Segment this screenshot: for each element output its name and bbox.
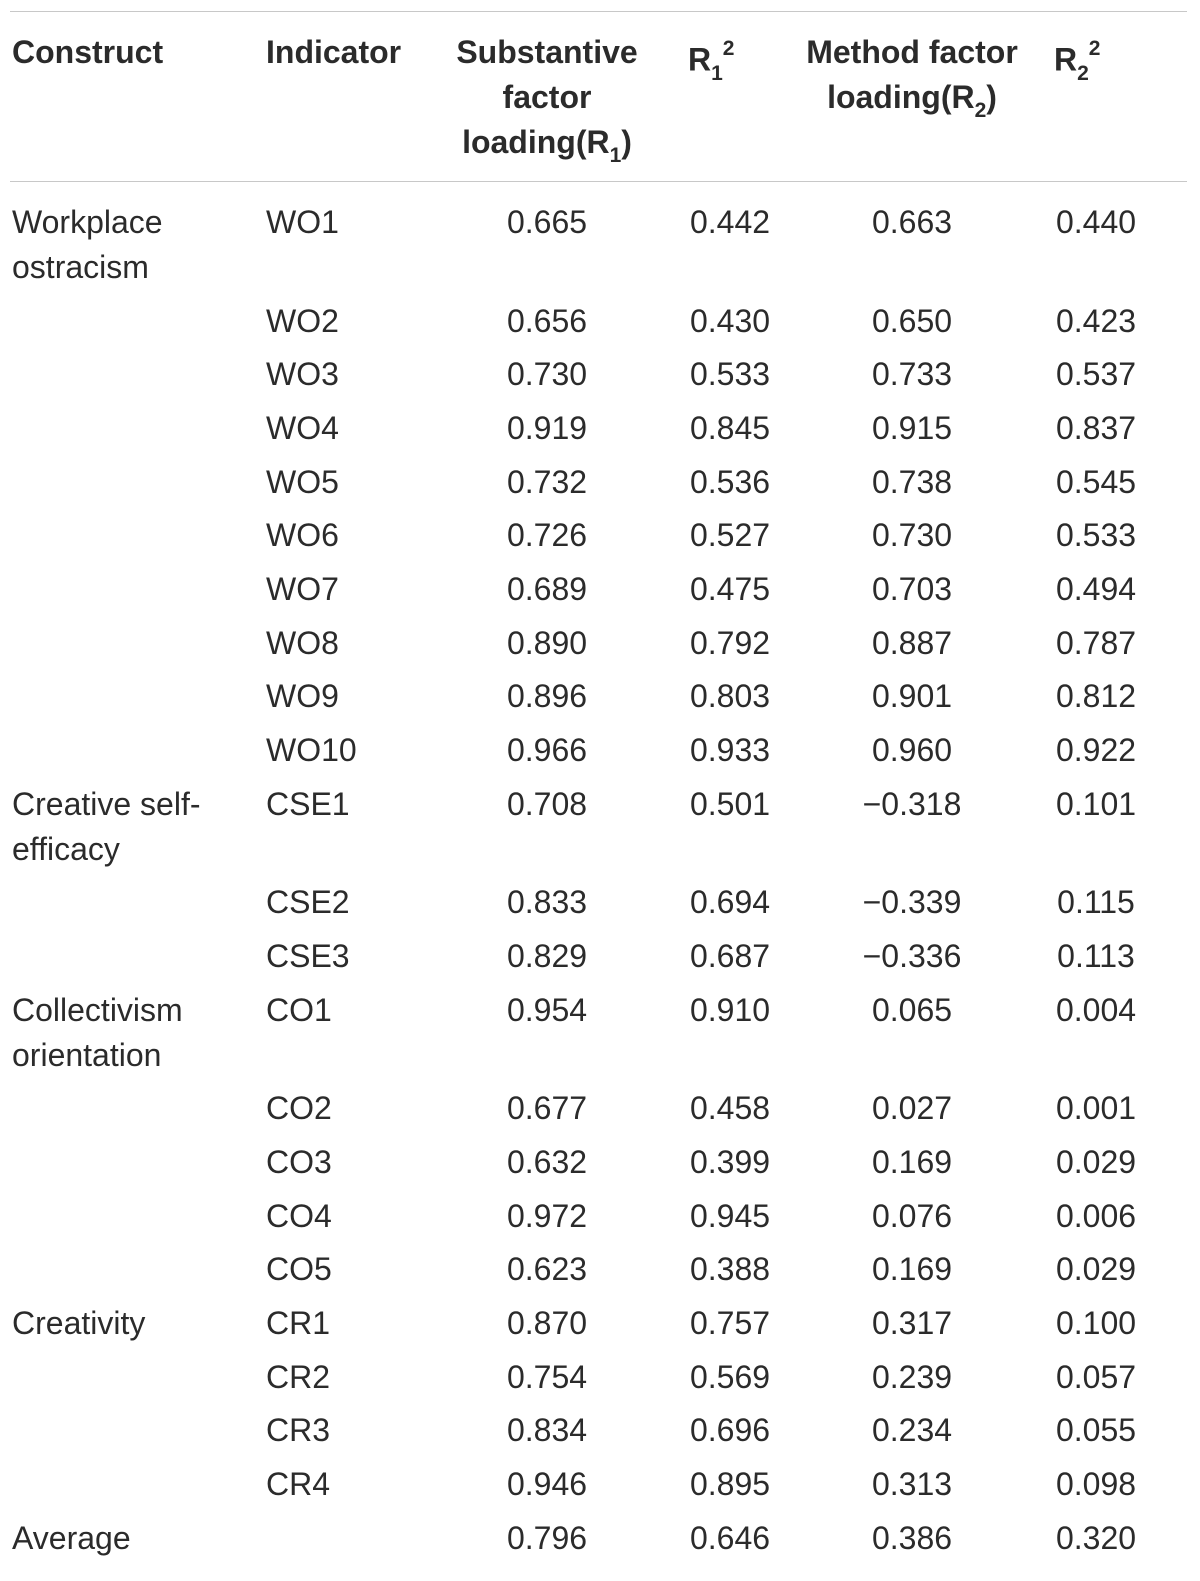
cell-r1-squared: 0.845 <box>689 409 771 446</box>
cell-method-loading: 0.076 <box>871 1197 953 1234</box>
cell-method-loading: 0.027 <box>871 1090 953 1127</box>
table-row <box>0 1086 1200 1140</box>
cell-substantive-loading: 0.954 <box>506 991 588 1028</box>
table-row <box>0 1301 1200 1355</box>
cell-r2-squared: 0.440 <box>1055 204 1137 240</box>
cell-substantive-loading: 0.833 <box>506 884 588 921</box>
cell-substantive-loading: 0.708 <box>506 785 588 822</box>
cell-r2-squared: 0.098 <box>1055 1466 1137 1503</box>
cell-r2-squared: 0.006 <box>1055 1197 1137 1234</box>
cell-substantive-loading: 0.726 <box>506 517 588 554</box>
cell-r2-squared: 0.055 <box>1055 1412 1137 1449</box>
cell-substantive-loading: 0.890 <box>506 624 588 661</box>
table-row <box>0 567 1200 621</box>
cell-indicator: CO2 <box>266 1090 332 1127</box>
cell-indicator: WO4 <box>266 409 339 446</box>
cell-indicator: CO1 <box>266 991 332 1028</box>
cell-indicator: CR1 <box>266 1305 331 1342</box>
table-row <box>0 988 1200 1087</box>
cell-method-loading: 0.317 <box>871 1305 953 1342</box>
header-substantive-line2: factor <box>502 79 592 115</box>
cell-substantive-loading: 0.632 <box>506 1144 588 1181</box>
cell-method-loading: 0.703 <box>871 571 953 608</box>
table-row <box>0 782 1200 881</box>
cell-construct: Collectivism orientation <box>12 991 183 1073</box>
cell-substantive-loading: 0.730 <box>506 356 588 393</box>
cell-indicator: CR4 <box>266 1466 331 1503</box>
table-row <box>0 880 1200 934</box>
cell-r2-squared: 0.115 <box>1057 884 1135 921</box>
cell-method-loading: 0.313 <box>871 1466 953 1503</box>
cell-indicator: WO8 <box>266 624 339 661</box>
table-row <box>0 621 1200 675</box>
cell-indicator: CSE1 <box>266 785 350 822</box>
cell-indicator: WO9 <box>266 678 339 715</box>
cell-method-loading: −0.318 <box>862 785 962 822</box>
cell-r2-squared: 0.545 <box>1055 463 1137 500</box>
cell-r1-squared: 0.694 <box>689 884 771 921</box>
cell-indicator: WO1 <box>266 204 339 240</box>
cell-indicator: CR2 <box>266 1358 331 1395</box>
cell-r1-squared: 0.536 <box>689 463 771 500</box>
cell-r2-squared: 0.423 <box>1055 302 1137 339</box>
cell-indicator: CO5 <box>266 1251 332 1288</box>
cell-method-loading: 0.169 <box>871 1144 953 1181</box>
table-header-rule <box>10 181 1187 182</box>
cell-method-loading: 0.887 <box>871 624 953 661</box>
cell-r1-squared: 0.430 <box>689 302 771 339</box>
table-row <box>0 1355 1200 1409</box>
cell-method-loading: 0.960 <box>871 732 953 769</box>
cell-method-loading: 0.738 <box>871 463 953 500</box>
cell-substantive-loading: 0.946 <box>506 1466 588 1503</box>
cell-method-loading: −0.339 <box>862 884 962 921</box>
table-row <box>0 352 1200 406</box>
cell-substantive-loading: 0.732 <box>506 463 588 500</box>
cell-construct: Workplace ostracism <box>12 204 163 285</box>
cell-r1-squared: 0.533 <box>689 356 771 393</box>
cell-r2-squared: 0.812 <box>1055 678 1137 715</box>
header-method-loading <box>795 30 1029 131</box>
cell-method-loading: 0.169 <box>871 1251 953 1288</box>
cell-method-loading: 0.239 <box>871 1358 953 1395</box>
table-row <box>0 728 1200 782</box>
cell-r2-squared: 0.029 <box>1055 1251 1137 1288</box>
cell-indicator: WO10 <box>266 732 357 769</box>
cell-substantive-loading: 0.754 <box>506 1358 588 1395</box>
cell-indicator: CO3 <box>266 1144 332 1181</box>
cell-substantive-loading: 0.677 <box>506 1090 588 1127</box>
cell-construct: Creativity <box>12 1305 146 1342</box>
table-row <box>0 460 1200 514</box>
cell-substantive-loading: 0.656 <box>506 302 588 339</box>
cell-r2-squared: 0.101 <box>1055 785 1137 822</box>
cell-r2-squared: 0.537 <box>1055 356 1137 393</box>
cell-indicator: WO7 <box>266 571 339 608</box>
header-r2-squared: $R_2^2$ <box>1054 37 1101 86</box>
cell-r1-squared: 0.933 <box>689 732 771 769</box>
cell-indicator: CSE3 <box>266 938 350 975</box>
cell-r2-squared: 0.029 <box>1055 1144 1137 1181</box>
cell-construct: Average <box>12 1519 131 1556</box>
cell-r2-squared: 0.113 <box>1057 938 1135 975</box>
cell-substantive-loading: 0.896 <box>506 678 588 715</box>
cell-substantive-loading: 0.623 <box>506 1251 588 1288</box>
cell-method-loading: 0.915 <box>871 409 953 446</box>
header-construct: Construct <box>12 34 164 70</box>
table-row <box>0 1140 1200 1194</box>
cell-construct: Creative self-efficacy <box>12 785 201 867</box>
cell-r1-squared: 0.945 <box>689 1197 771 1234</box>
cell-r2-squared: 0.100 <box>1055 1305 1137 1342</box>
header-indicator: Indicator <box>266 34 402 70</box>
table-row <box>0 513 1200 567</box>
cell-r1-squared: 0.501 <box>689 785 771 822</box>
cell-method-loading: 0.663 <box>871 204 953 240</box>
header-substantive-loading <box>440 30 654 176</box>
cell-substantive-loading: 0.966 <box>506 732 588 769</box>
cell-r1-squared: 0.646 <box>689 1519 771 1556</box>
cell-method-loading: 0.730 <box>871 517 953 554</box>
cell-method-loading: 0.386 <box>871 1519 953 1556</box>
cell-substantive-loading: 0.829 <box>506 938 588 975</box>
table-row <box>0 299 1200 353</box>
cell-indicator: CSE2 <box>266 884 350 921</box>
header-method-line1: Method factor <box>806 34 1018 70</box>
cell-r1-squared: 0.895 <box>689 1466 771 1503</box>
cell-method-loading: 0.733 <box>871 356 953 393</box>
cell-indicator: WO2 <box>266 302 339 339</box>
cell-r2-squared: 0.533 <box>1055 517 1137 554</box>
cell-r2-squared: 0.004 <box>1055 991 1137 1028</box>
table-row <box>0 674 1200 728</box>
cell-r1-squared: 0.475 <box>689 571 771 608</box>
cell-r1-squared: 0.803 <box>689 678 771 715</box>
cell-r2-squared: 0.787 <box>1055 624 1137 661</box>
cell-substantive-loading: 0.919 <box>506 409 588 446</box>
cell-r2-squared: 0.922 <box>1055 732 1137 769</box>
header-substantive-line3: $loading(R_1)$ <box>462 124 632 168</box>
header-r1-squared: $R_1^2$ <box>688 37 735 86</box>
cell-method-loading: 0.650 <box>871 302 953 339</box>
cell-indicator: CR3 <box>266 1412 331 1449</box>
cell-method-loading: 0.901 <box>871 678 953 715</box>
cell-r1-squared: 0.399 <box>689 1144 771 1181</box>
table-row <box>0 1462 1200 1516</box>
cell-substantive-loading: 0.870 <box>506 1305 588 1342</box>
cell-r1-squared: 0.458 <box>689 1090 771 1127</box>
cell-r2-squared: 0.837 <box>1055 409 1137 446</box>
header-substantive-line1: Substantive <box>456 34 638 70</box>
cell-indicator: WO6 <box>266 517 339 554</box>
cell-substantive-loading: 0.834 <box>506 1412 588 1449</box>
cell-r1-squared: 0.442 <box>689 204 771 240</box>
cell-r1-squared: 0.569 <box>689 1358 771 1395</box>
cell-r2-squared: 0.001 <box>1055 1090 1137 1127</box>
cell-indicator: WO5 <box>266 463 339 500</box>
table-top-rule <box>10 11 1187 12</box>
cell-method-loading: 0.065 <box>871 991 953 1028</box>
header-method-line2: $loading(R_2)$ <box>827 79 997 123</box>
cell-substantive-loading: 0.689 <box>506 571 588 608</box>
cell-r1-squared: 0.792 <box>689 624 771 661</box>
cell-method-loading: 0.234 <box>871 1412 953 1449</box>
cell-r2-squared: 0.320 <box>1055 1519 1137 1556</box>
cell-indicator: CO4 <box>266 1197 332 1234</box>
cell-substantive-loading: 0.972 <box>506 1197 588 1234</box>
table-row <box>0 200 1200 299</box>
table-row <box>0 1408 1200 1462</box>
cell-substantive-loading: 0.796 <box>506 1519 588 1556</box>
cell-r1-squared: 0.910 <box>689 991 771 1028</box>
table-row <box>0 1247 1200 1301</box>
table-body <box>0 200 1200 1570</box>
cell-substantive-loading: 0.665 <box>506 204 588 240</box>
cell-r1-squared: 0.696 <box>689 1412 771 1449</box>
cell-indicator: WO3 <box>266 356 339 393</box>
cell-r1-squared: 0.687 <box>689 938 771 975</box>
cell-r2-squared: 0.494 <box>1055 571 1137 608</box>
cell-r1-squared: 0.757 <box>689 1305 771 1342</box>
cell-method-loading: −0.336 <box>862 938 962 975</box>
table-row <box>0 406 1200 460</box>
cell-r2-squared: 0.057 <box>1055 1358 1137 1395</box>
table-row <box>0 934 1200 988</box>
cell-r1-squared: 0.388 <box>689 1251 771 1288</box>
cell-r1-squared: 0.527 <box>689 517 771 554</box>
table-row <box>0 1194 1200 1248</box>
table-row <box>0 1516 1200 1570</box>
